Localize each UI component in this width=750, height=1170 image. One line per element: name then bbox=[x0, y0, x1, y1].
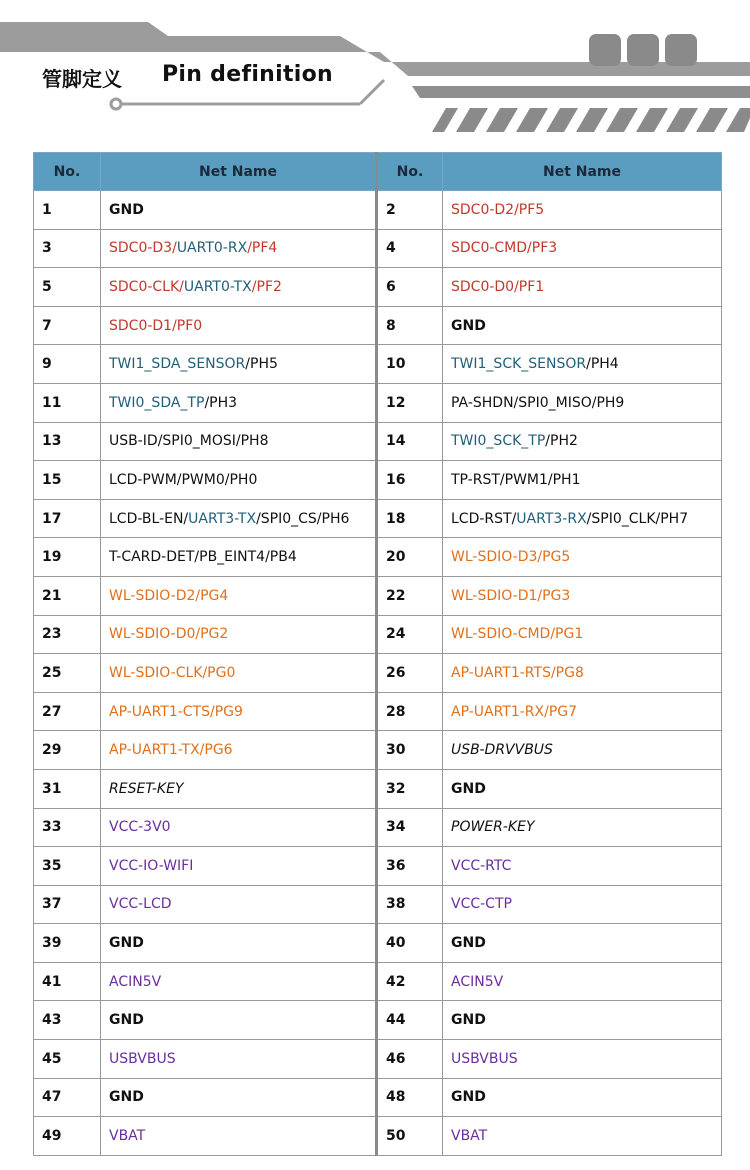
pin-number: 19 bbox=[34, 538, 101, 577]
pin-number: 3 bbox=[34, 229, 101, 268]
pin-number: 41 bbox=[34, 962, 101, 1001]
table-row bbox=[34, 229, 722, 268]
net-name-segment: WL-SDIO-D0/PG2 bbox=[109, 626, 229, 643]
pin-number: 46 bbox=[377, 1040, 443, 1079]
deco-block-2 bbox=[627, 34, 659, 66]
net-name-segment: GND bbox=[451, 935, 486, 952]
title-chinese: 管脚定义 bbox=[42, 67, 122, 91]
net-name bbox=[101, 847, 377, 886]
net-name-segment: UART0-TX bbox=[183, 278, 252, 295]
pin-number: 32 bbox=[377, 769, 443, 808]
net-name-segment: LCD-BL-EN/ bbox=[109, 510, 189, 527]
pin-number: 42 bbox=[377, 962, 443, 1001]
net-name bbox=[443, 808, 722, 847]
table-row bbox=[34, 499, 722, 538]
net-name-segment: UART0-RX bbox=[176, 240, 248, 257]
net-name-segment: WL-SDIO-CMD/PG1 bbox=[451, 626, 584, 643]
net-name-segment: /SPI0_CLK/PH7 bbox=[586, 510, 689, 527]
net-name bbox=[443, 731, 722, 770]
net-name-segment: TWI1_SDA_SENSOR bbox=[109, 356, 246, 373]
pin-number: 10 bbox=[377, 345, 443, 384]
net-name-segment: VCC-3V0 bbox=[109, 819, 171, 836]
net-name-segment: ACIN5V bbox=[109, 973, 162, 990]
net-name bbox=[443, 924, 722, 963]
net-name-segment: WL-SDIO-D1/PG3 bbox=[451, 587, 571, 604]
net-name-segment: AP-UART1-RTS/PG8 bbox=[451, 664, 584, 681]
pin-number: 43 bbox=[34, 1001, 101, 1040]
pin-number: 5 bbox=[34, 268, 101, 307]
net-name-segment: RESET-KEY bbox=[109, 780, 184, 797]
net-name bbox=[101, 1117, 377, 1156]
table-row bbox=[34, 461, 722, 500]
title-underline-slant bbox=[360, 80, 384, 104]
table-row bbox=[34, 345, 722, 384]
pin-number: 38 bbox=[377, 885, 443, 924]
net-name-segment: USBVBUS bbox=[451, 1050, 518, 1067]
net-name bbox=[101, 345, 377, 384]
net-name-segment: AP-UART1-CTS/PG9 bbox=[109, 703, 243, 720]
net-name bbox=[443, 847, 722, 886]
pin-number: 48 bbox=[377, 1078, 443, 1117]
table-row bbox=[34, 306, 722, 345]
pin-number: 44 bbox=[377, 1001, 443, 1040]
net-name-segment: USBVBUS bbox=[109, 1050, 176, 1067]
table-row bbox=[34, 538, 722, 577]
table-row bbox=[34, 268, 722, 307]
deco-block-1 bbox=[589, 34, 621, 66]
net-name-segment: USB-ID/SPI0_MOSI/PH8 bbox=[109, 433, 269, 450]
pin-number: 26 bbox=[377, 654, 443, 693]
pin-number: 18 bbox=[377, 499, 443, 538]
table-row bbox=[34, 769, 722, 808]
net-name bbox=[443, 229, 722, 268]
net-name bbox=[443, 461, 722, 500]
table-row bbox=[34, 615, 722, 654]
net-name-segment: SDC0-D0/PF1 bbox=[451, 278, 545, 295]
net-name bbox=[443, 576, 722, 615]
pin-number: 49 bbox=[34, 1117, 101, 1156]
pin-number: 27 bbox=[34, 692, 101, 731]
net-name bbox=[101, 731, 377, 770]
table-row bbox=[34, 654, 722, 693]
net-name bbox=[101, 461, 377, 500]
net-name bbox=[443, 345, 722, 384]
net-name bbox=[443, 1001, 722, 1040]
net-name-segment: UART3-RX bbox=[516, 510, 587, 527]
net-name bbox=[443, 499, 722, 538]
pin-number: 9 bbox=[34, 345, 101, 384]
net-name-segment: VCC-RTC bbox=[451, 857, 512, 874]
pin-number: 15 bbox=[34, 461, 101, 500]
net-name-segment: ACIN5V bbox=[451, 973, 504, 990]
net-name-segment: T-CARD-DET/PB_EINT4/PB4 bbox=[109, 549, 297, 566]
net-name-segment: VBAT bbox=[451, 1128, 488, 1145]
net-name bbox=[101, 1001, 377, 1040]
pin-number: 29 bbox=[34, 731, 101, 770]
banner-accent-band bbox=[412, 86, 750, 98]
net-name bbox=[443, 654, 722, 693]
pin-number: 28 bbox=[377, 692, 443, 731]
net-name bbox=[101, 268, 377, 307]
net-name-segment: UART3-TX bbox=[188, 510, 257, 527]
net-name-segment: /PF2 bbox=[251, 278, 282, 295]
net-name-segment: GND bbox=[109, 1089, 144, 1106]
header-net-name-right: Net Name bbox=[443, 153, 722, 191]
pin-number: 14 bbox=[377, 422, 443, 461]
pin-number: 1 bbox=[34, 191, 101, 230]
net-name-segment: VCC-IO-WIFI bbox=[109, 857, 194, 874]
pin-number: 16 bbox=[377, 461, 443, 500]
pin-number: 33 bbox=[34, 808, 101, 847]
net-name bbox=[443, 1040, 722, 1079]
net-name bbox=[101, 692, 377, 731]
title-english: Pin definition bbox=[162, 62, 334, 87]
net-name-segment: /PH5 bbox=[245, 356, 278, 373]
net-name bbox=[443, 885, 722, 924]
net-name bbox=[101, 538, 377, 577]
net-name bbox=[443, 383, 722, 422]
net-name-segment: SDC0-D1/PF0 bbox=[109, 317, 203, 334]
pin-number: 21 bbox=[34, 576, 101, 615]
net-name-segment: /SPI0_CS/PH6 bbox=[256, 510, 350, 527]
net-name bbox=[101, 924, 377, 963]
table-row bbox=[34, 808, 722, 847]
pin-number: 37 bbox=[34, 885, 101, 924]
net-name-segment: VCC-LCD bbox=[109, 896, 172, 913]
net-name-segment: GND bbox=[451, 1012, 486, 1029]
pin-number: 47 bbox=[34, 1078, 101, 1117]
net-name-segment: AP-UART1-TX/PG6 bbox=[109, 742, 233, 759]
table-row bbox=[34, 1040, 722, 1079]
pin-number: 30 bbox=[377, 731, 443, 770]
table-row bbox=[34, 383, 722, 422]
header-net-name-left: Net Name bbox=[101, 153, 377, 191]
table-row bbox=[34, 576, 722, 615]
net-name bbox=[101, 808, 377, 847]
table-row bbox=[34, 885, 722, 924]
pin-number: 12 bbox=[377, 383, 443, 422]
net-name bbox=[443, 962, 722, 1001]
net-name bbox=[101, 615, 377, 654]
table-row bbox=[34, 962, 722, 1001]
pin-number: 24 bbox=[377, 615, 443, 654]
net-name bbox=[101, 769, 377, 808]
pin-number: 36 bbox=[377, 847, 443, 886]
net-name-segment: TWI1_SCK_SENSOR bbox=[451, 356, 587, 373]
net-name bbox=[443, 191, 722, 230]
pin-number: 50 bbox=[377, 1117, 443, 1156]
net-name bbox=[443, 268, 722, 307]
pin-number: 25 bbox=[34, 654, 101, 693]
net-name bbox=[101, 576, 377, 615]
hatch-stripes bbox=[432, 108, 750, 132]
pin-number: 6 bbox=[377, 268, 443, 307]
net-name-segment: /PF4 bbox=[247, 240, 278, 257]
net-name bbox=[443, 1078, 722, 1117]
net-name-segment: WL-SDIO-D2/PG4 bbox=[109, 587, 229, 604]
pin-number: 35 bbox=[34, 847, 101, 886]
net-name bbox=[101, 885, 377, 924]
net-name-segment: LCD-RST/ bbox=[451, 510, 517, 527]
net-name-segment: LCD-PWM/PWM0/PH0 bbox=[109, 471, 258, 488]
net-name-segment: PA-SHDN/SPI0_MISO/PH9 bbox=[451, 394, 625, 411]
net-name bbox=[443, 306, 722, 345]
net-name-segment: WL-SDIO-D3/PG5 bbox=[451, 549, 571, 566]
net-name bbox=[101, 422, 377, 461]
table-row bbox=[34, 692, 722, 731]
net-name bbox=[101, 191, 377, 230]
net-name-segment: WL-SDIO-CLK/PG0 bbox=[109, 664, 236, 681]
pin-number: 34 bbox=[377, 808, 443, 847]
net-name-segment: VCC-CTP bbox=[451, 896, 512, 913]
table-row bbox=[34, 422, 722, 461]
table-row bbox=[34, 924, 722, 963]
table-row bbox=[34, 847, 722, 886]
net-name-segment: TWI0_SDA_TP bbox=[109, 394, 205, 411]
pin-number: 8 bbox=[377, 306, 443, 345]
net-name-segment: /PH4 bbox=[586, 356, 619, 373]
net-name-segment: GND bbox=[109, 1012, 144, 1029]
table-row bbox=[34, 1001, 722, 1040]
net-name bbox=[443, 692, 722, 731]
pin-number: 4 bbox=[377, 229, 443, 268]
net-name-segment: POWER-KEY bbox=[451, 819, 535, 836]
page-header bbox=[0, 0, 750, 150]
pin-number: 23 bbox=[34, 615, 101, 654]
net-name bbox=[101, 1040, 377, 1079]
pin-number: 2 bbox=[377, 191, 443, 230]
net-name bbox=[101, 499, 377, 538]
header-no-right: No. bbox=[377, 153, 443, 191]
net-name-segment: VBAT bbox=[109, 1128, 146, 1145]
pin-number: 40 bbox=[377, 924, 443, 963]
pin-definition-table bbox=[33, 152, 722, 1156]
pin-number: 22 bbox=[377, 576, 443, 615]
pin-number: 11 bbox=[34, 383, 101, 422]
pin-number: 7 bbox=[34, 306, 101, 345]
net-name bbox=[101, 306, 377, 345]
net-name-segment: SDC0-D2/PF5 bbox=[451, 201, 545, 218]
table-header-row bbox=[34, 153, 722, 191]
header-no-left: No. bbox=[34, 153, 101, 191]
net-name-segment: SDC0-D3/ bbox=[109, 240, 177, 257]
net-name-segment: USB-DRVVBUS bbox=[451, 742, 553, 759]
table-row bbox=[34, 1078, 722, 1117]
net-name-segment: SDC0-CLK/ bbox=[109, 278, 184, 295]
net-name bbox=[443, 769, 722, 808]
table-row bbox=[34, 191, 722, 230]
title-underline-dot bbox=[111, 99, 121, 109]
net-name-segment: GND bbox=[109, 201, 144, 218]
table-row bbox=[34, 731, 722, 770]
table-row bbox=[34, 1117, 722, 1156]
net-name-segment: SDC0-CMD/PF3 bbox=[451, 240, 558, 257]
net-name-segment: GND bbox=[451, 780, 486, 797]
pin-number: 13 bbox=[34, 422, 101, 461]
pin-number: 31 bbox=[34, 769, 101, 808]
net-name bbox=[101, 654, 377, 693]
pin-number: 39 bbox=[34, 924, 101, 963]
net-name bbox=[101, 383, 377, 422]
net-name bbox=[443, 1117, 722, 1156]
net-name-segment: TWI0_SCK_TP bbox=[451, 433, 546, 450]
net-name-segment: GND bbox=[109, 935, 144, 952]
net-name bbox=[443, 422, 722, 461]
table-body bbox=[34, 191, 722, 1156]
net-name-segment: GND bbox=[451, 317, 486, 334]
net-name bbox=[443, 615, 722, 654]
net-name-segment: TP-RST/PWM1/PH1 bbox=[451, 471, 581, 488]
pin-number: 20 bbox=[377, 538, 443, 577]
pin-number: 17 bbox=[34, 499, 101, 538]
deco-block-3 bbox=[665, 34, 697, 66]
pin-number: 45 bbox=[34, 1040, 101, 1079]
net-name-segment: AP-UART1-RX/PG7 bbox=[451, 703, 578, 720]
net-name bbox=[443, 538, 722, 577]
net-name-segment: /PH2 bbox=[545, 433, 578, 450]
net-name bbox=[101, 962, 377, 1001]
net-name-segment: /PH3 bbox=[204, 394, 238, 411]
net-name bbox=[101, 229, 377, 268]
net-name bbox=[101, 1078, 377, 1117]
net-name-segment: GND bbox=[451, 1089, 486, 1106]
